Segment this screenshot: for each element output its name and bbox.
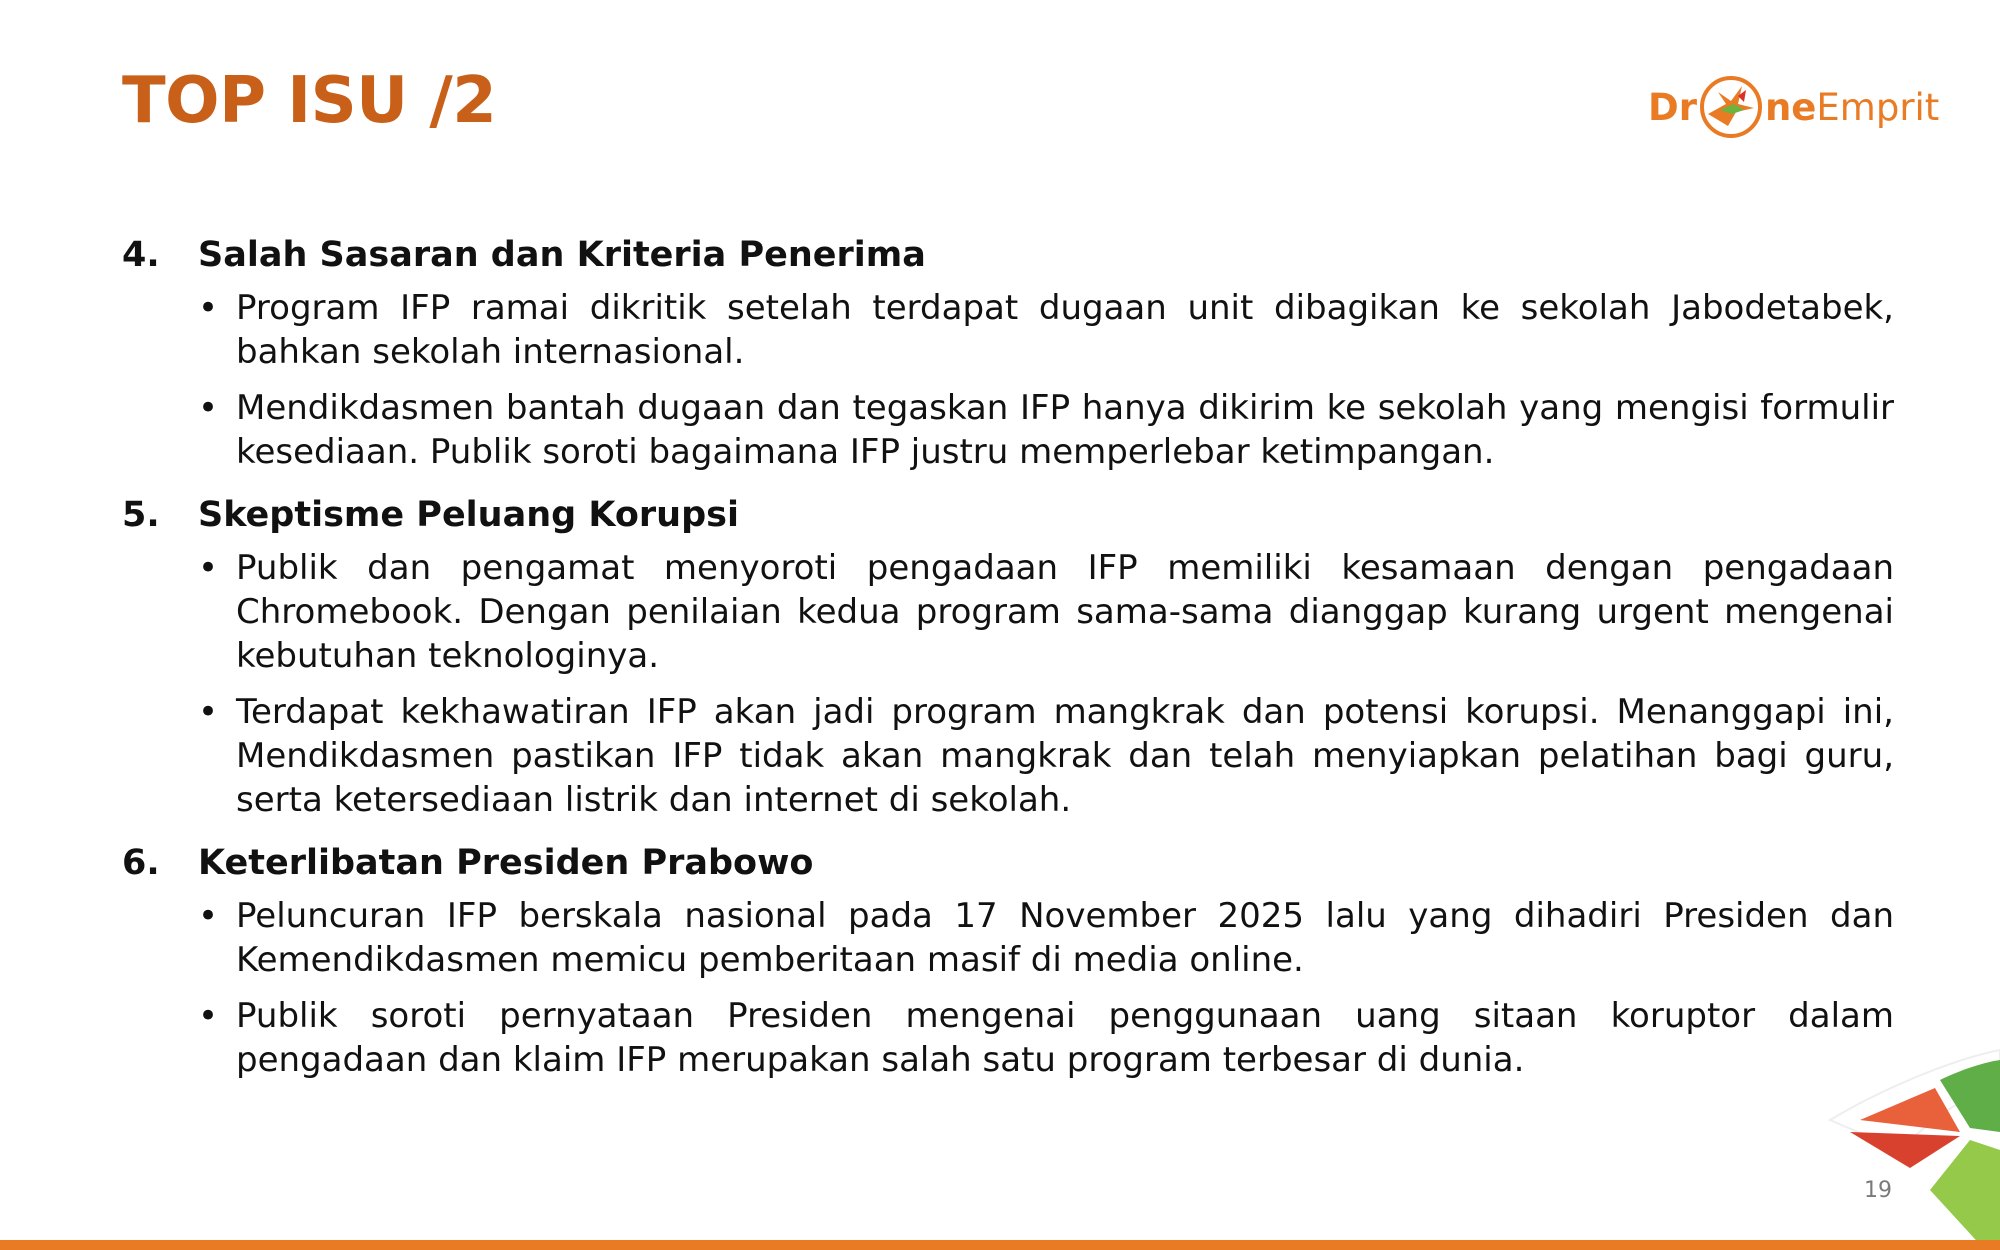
section-heading-row: [122, 840, 1894, 886]
bullet-item: [198, 894, 1894, 982]
bullet-icon: •: [198, 896, 219, 936]
bullet-item: [198, 994, 1894, 1082]
bullet-text: Terdapat kekhawatiran IFP akan jadi program mangkrak dan potensi korupsi. Menanggapi ini, Mendikdasmen pastikan IFP tidak akan mangkrak dan telah menyiapkan pelatihan bagi guru, serta ketersediaan listrik dan internet di sekolah.: [236, 692, 1894, 820]
bullet-list: [122, 286, 1894, 474]
bullet-text: Publik soroti pernyataan Presiden mengenai penggunaan uang sitaan koruptor dalam pengadaan dan klaim IFP merupakan salah satu program terbesar di dunia.: [236, 996, 1894, 1080]
drone-emprit-logo: [1648, 72, 1939, 142]
issue-list: [122, 232, 1894, 1100]
section-number: 4.: [122, 235, 160, 275]
bullet-item: [198, 546, 1894, 678]
issue-section-6: [122, 840, 1894, 1082]
bullet-icon: •: [198, 996, 219, 1036]
section-heading: Keterlibatan Presiden Prabowo: [198, 843, 814, 883]
section-heading-row: [122, 492, 1894, 538]
drone-bird-circle-icon: [1698, 74, 1764, 140]
section-number: 5.: [122, 495, 160, 535]
bullet-icon: •: [198, 388, 219, 428]
page-number: 19: [1864, 1178, 1892, 1203]
bullet-text: Publik dan pengamat menyoroti pengadaan IFP memiliki kesamaan dengan pengadaan Chromebook. Dengan penilaian kedua program sama-sama dianggap kurang urgent mengenai kebutuhan teknologinya.: [236, 548, 1894, 676]
bullet-icon: •: [198, 288, 219, 328]
issue-section-5: [122, 492, 1894, 822]
logo-text-emprit: Emprit: [1816, 85, 1940, 129]
bullet-list: [122, 894, 1894, 1082]
bullet-text: Mendikdasmen bantah dugaan dan tegaskan IFP hanya dikirim ke sekolah yang mengisi formulir kesediaan. Publik soroti bagaimana IFP justru memperlebar ketimpangan.: [236, 388, 1894, 472]
bullet-item: [198, 386, 1894, 474]
bullet-text: Peluncuran IFP berskala nasional pada 17 November 2025 lalu yang dihadiri Presiden dan Kemendikdasmen memicu pemberitaan masif di media online.: [236, 896, 1894, 980]
bullet-list: [122, 546, 1894, 822]
bullet-icon: •: [198, 692, 219, 732]
bullet-item: [198, 690, 1894, 822]
bullet-item: [198, 286, 1894, 374]
section-number: 6.: [122, 843, 160, 883]
section-heading: Skeptisme Peluang Korupsi: [198, 495, 739, 535]
bullet-icon: •: [198, 548, 219, 588]
logo-text-ne: ne: [1764, 85, 1817, 129]
issue-section-4: [122, 232, 1894, 474]
section-heading-row: [122, 232, 1894, 278]
corner-leaf-decoration: [1820, 1040, 2000, 1250]
bullet-text: Program IFP ramai dikritik setelah terdapat dugaan unit dibagikan ke sekolah Jabodetabek, bahkan sekolah internasional.: [236, 288, 1894, 372]
bottom-accent-bar: [0, 1240, 2000, 1250]
logo-text-dr: Dr: [1648, 85, 1697, 129]
section-heading: Salah Sasaran dan Kriteria Penerima: [198, 235, 926, 275]
slide-title: TOP ISU /2: [122, 64, 497, 138]
